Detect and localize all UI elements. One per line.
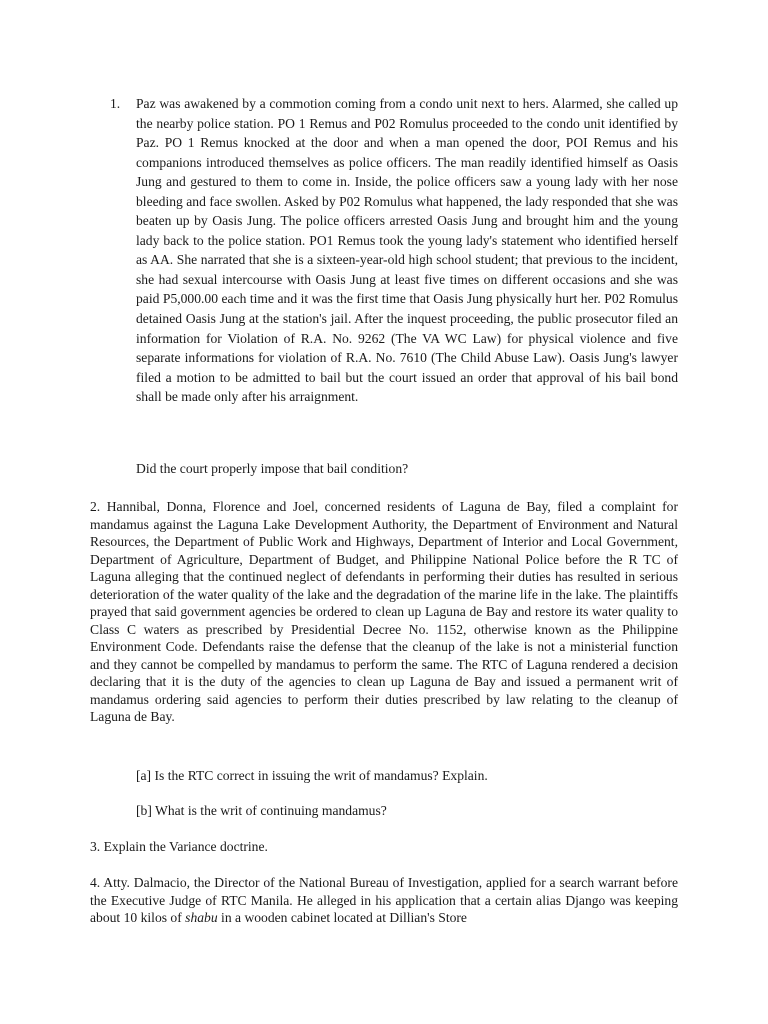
question-2-text: 2. Hannibal, Donna, Florence and Joel, concerned residents of Laguna de Bay, filed a complaint for mandamus against the Laguna Lake Development Authority, the Department of Environment and Natural Resources, the Department of Public Work and Highways, Department of Interior and Local Government, Department of Agriculture, Department of Budget, and Philippine National Police before the R TC of Laguna alleging that the continued neglect of defendants in performing their duties has resulted in serious deterioration of the water quality of the lake and the degradation of the marine life in the lake. The plaintiffs prayed that said government agencies be ordered to clean up Laguna de Bay and restore its water quality to Class C waters as prescribed by Presidential Decree No. 1152, otherwise known as the Philippine Environment Code. Defendants raise the defense that the cleanup of the lake is not a ministerial function and they cannot be compelled by mandamus to perform the same. The RTC of Laguna rendered a decision declaring that it is the duty of the agencies to clean up Laguna de Bay and issued a permanent writ of mandamus ordering said agencies to perform their duties prescribed by law relating to the cleanup of Laguna de Bay. bbox=[90, 499, 678, 724]
question-4 bbox=[90, 874, 678, 927]
question-1 bbox=[110, 94, 678, 407]
question-1-number: 1. bbox=[110, 96, 121, 111]
question-4-italic: shabu bbox=[185, 910, 218, 925]
question-2-sub-a: [a] Is the RTC correct in issuing the writ of mandamus? Explain. bbox=[136, 768, 488, 783]
question-1-prompt: Did the court properly impose that bail condition? bbox=[136, 461, 409, 476]
question-2-sub-b: [b] What is the writ of continuing mandamus? bbox=[136, 803, 387, 818]
question-3-text: 3. Explain the Variance doctrine. bbox=[90, 839, 268, 854]
question-1-text: Paz was awakened by a commotion coming from a condo unit next to hers. Alarmed, she called up the nearby police station. PO 1 Remus and P02 Romulus proceeded to the condo unit identified by Paz. PO 1 Remus knocked at the door and when a man opened the door, POI Remus and his companions introduced themselves as police officers. The man readily identified himself as Oasis Jung and gestured to them to come in. Inside, the police officers saw a young lady with her nose bleeding and face swollen. Asked by P02 Romulus what happened, the lady responded that she was beaten up by Oasis Jung. The police officers arrested Oasis Jung and brought him and the young lady back to the police station. PO1 Remus took the young lady's statement who identified herself as AA. She narrated that she is a sixteen-year-old high school student; that previous to the incident, she had sexual intercourse with Oasis Jung at least five times on different occasions and she was paid P5,000.00 each time and it was the first time that Oasis Jung physically hurt her. P02 Romulus detained Oasis Jung at the station's jail. After the inquest proceeding, the public prosecutor filed an information for Violation of R.A. No. 9262 (The VA WC Law) for physical violence and five separate informations for violation of R.A. No. 7610 (The Child Abuse Law). Oasis Jung's lawyer filed a motion to be admitted to bail but the court issued an order that approval of his bail bond shall be made only after his arraignment. bbox=[136, 96, 678, 405]
question-4-text-after: in a wooden cabinet located at Dillian's Store bbox=[217, 910, 467, 925]
question-4-text-before: 4. Atty. Dalmacio, the Director of the National Bureau of Investigation, applied for a search warrant before the Executive Judge of RTC Manila. He alleged in his application that a certain alias Django was keeping about 10 kilos of bbox=[90, 875, 678, 925]
